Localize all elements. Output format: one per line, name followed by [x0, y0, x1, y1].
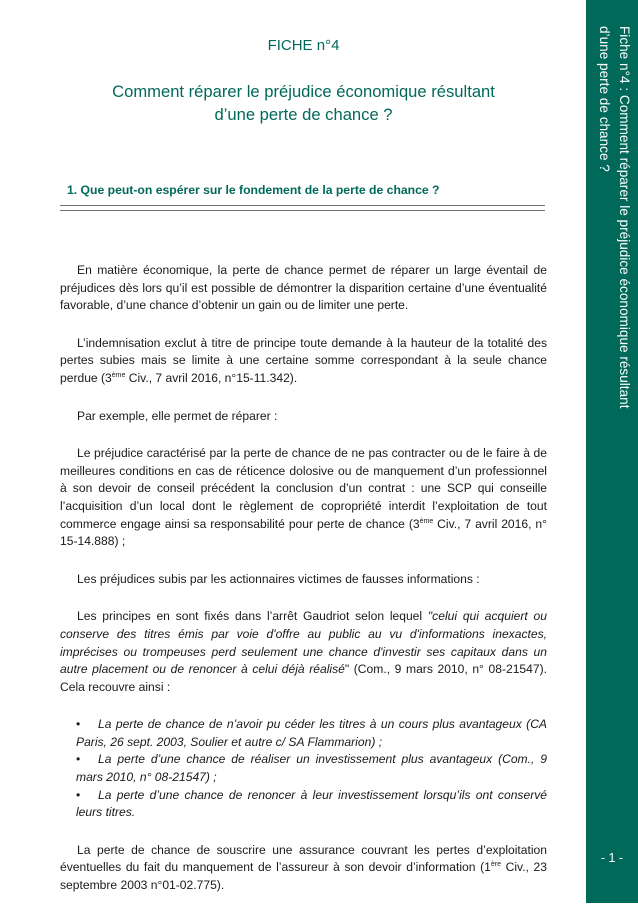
list-item-text: La perte d’une chance de renoncer à leur investissement lorsqu’ils ont conservé leurs titres. — [76, 787, 547, 820]
ordinal-superscript: ème — [419, 517, 434, 525]
body-text — [60, 262, 547, 915]
paragraph-5: Les préjudices subis par les actionnaires victimes de fausses informations : — [77, 571, 480, 586]
paragraph-7-citation: Civ., 23 septembre 2003 n°01-02.775). — [60, 860, 547, 893]
sidebar-running-title — [590, 26, 634, 446]
paragraph-6-citation: " (Com., 9 mars 2010, n° 08-21547). Cela recouvre ainsi : — [60, 662, 547, 694]
ordinal-superscript: ème — [111, 371, 126, 379]
list-item-text: La perte de chance de n’avoir pu céder les titres à un cours plus avantageux (CA Paris, 26 sept. 2003, Soulier et autre c/ SA Flammarion) ; — [76, 717, 547, 749]
sidebar-title-line-2: d’une perte de chance ? — [597, 26, 612, 172]
paragraph-7-text: La perte de chance de souscrire une assurance couvrant les pertes d’exploitation éventuelles du fait du manquement de l’assureur à son devoir d’information (1 — [60, 842, 547, 875]
paragraph-4-citation: Civ., 7 avril 2016, n° 15-14.888) ; — [60, 516, 547, 549]
paragraph-6-text: Les principes en sont fixés dans l’arrêt Gaudriot selon lequel — [77, 609, 428, 624]
list-item — [76, 787, 547, 822]
page-title-line-2: d’une perte de chance ? — [214, 105, 393, 124]
paragraph-1: En matière économique, la perte de chance permet de réparer un large éventail de préjudices dès lors qu’il est possible de démontrer la disparition certaine d’une éventualité favorable, d’une chance d’obtenir un gain ou de limiter une perte. — [60, 263, 547, 313]
bullet-symbol: • — [76, 717, 81, 732]
gaudriot-quote: "celui qui acquiert ou conserve des titres émis par voie d'offre au public au vu d'informations inexactes, imprécises ou trompeuses perd seulement une chance d'investir ses capitaux dans un autre placement ou de renoncer à celui déjà réalisé — [60, 609, 547, 677]
paragraph-3: Par exemple, elle permet de réparer : — [77, 408, 278, 423]
section-heading: 1. Que peut-on espérer sur le fondement de la perte de chance ? — [67, 183, 440, 197]
paragraph-6 — [60, 608, 547, 696]
paragraph-2 — [60, 335, 547, 388]
list-item — [76, 716, 547, 751]
page-title-line-1: Comment réparer le préjudice économique résultant — [112, 82, 495, 101]
fiche-label: FICHE n°4 — [267, 37, 340, 54]
page-number: - 1 - — [600, 851, 624, 865]
sidebar-title-line-1: Fiche n°4 : Comment réparer le préjudice économique résultant — [617, 26, 632, 409]
list-item — [76, 751, 547, 786]
page-title — [60, 80, 547, 126]
paragraph-4 — [60, 445, 547, 551]
paragraph-4-text: Le préjudice caractérisé par la perte de chance de ne pas contracter ou de le faire à de meilleures conditions en cas de réticence dolosive ou de manquement d’un professionnel à son devoir de conseil précédent la conclusion d’un contrat : une SCP qui conseille l’acquisition d’un local dont le règlement de copropriété interdit l’exploitation de tout commerce engage ainsi sa responsabilité pour perte de chance (3 — [60, 446, 547, 531]
bullet-list — [60, 716, 547, 822]
ordinal-superscript: ère — [490, 861, 501, 869]
sidebar — [586, 0, 638, 903]
section-divider — [60, 205, 545, 211]
paragraph-2-text: L’indemnisation exclut à titre de principe toute demande à la hauteur de la totalité des pertes subies mais se limite à une certaine somme correspondant à la seule chance perdue (3 — [60, 335, 547, 385]
bullet-symbol: • — [76, 787, 81, 802]
paragraph-7 — [60, 842, 547, 895]
list-item-text: La perte d’une chance de réaliser un investissement plus avantageux (Com., 9 mars 2010, n° 08-21547) ; — [76, 752, 547, 785]
paragraph-2-citation: Civ., 7 avril 2016, n°15-11.342). — [125, 370, 298, 385]
bullet-symbol: • — [76, 752, 81, 767]
